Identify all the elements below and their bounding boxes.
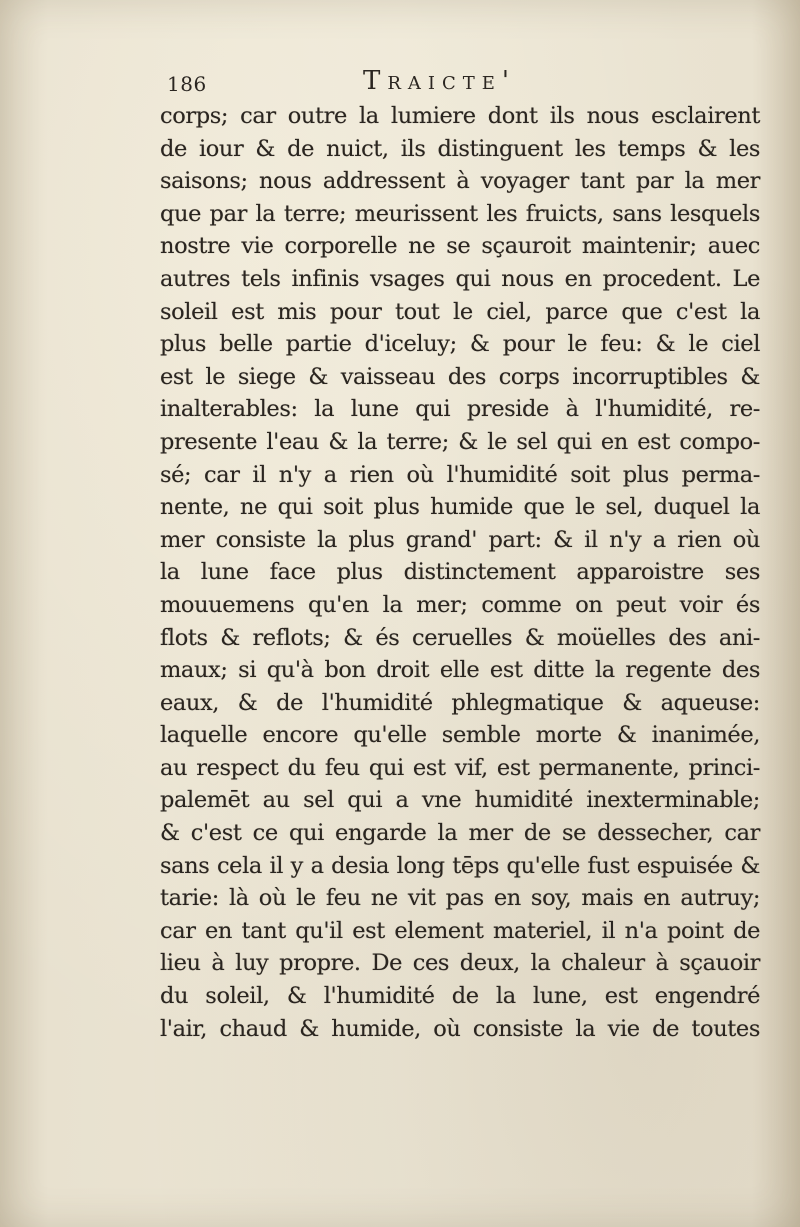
text-line: presente l'eau & la terre; & le sel qui en est compo- [160, 428, 760, 455]
text-line: est le siege & vaisseau des corps incorruptibles & [160, 363, 760, 390]
text-line: la lune face plus distinctement apparoistre ses [160, 559, 760, 586]
text-line: maux; si qu'à bon droit elle est ditte la regente des [160, 657, 760, 684]
text-line: sé; car il n'y a rien où l'humidité soit plus perma- [160, 461, 760, 488]
page-number: 186 [167, 72, 207, 96]
text-line: flots & reflots; & és ceruelles & moüelles des ani- [160, 624, 760, 651]
text-line: que par la terre; meurissent les fruicts, sans lesquels [160, 200, 760, 227]
text-line: de iour & de nuict, ils distinguent les temps & les [160, 135, 760, 162]
text-line: au respect du feu qui est vif, est permanente, princi- [160, 754, 760, 781]
body-text [160, 100, 760, 1045]
running-title: Traicte' [363, 66, 517, 96]
text-line: soleil est mis pour tout le ciel, parce que c'est la [160, 298, 760, 325]
page-header [165, 66, 755, 100]
text-line: autres tels infinis vsages qui nous en procedent. Le [160, 265, 760, 292]
text-line: lieu à luy propre. De ces deux, la chaleur à sçauoir [160, 950, 760, 977]
text-line: l'air, chaud & humide, où consiste la vie de toutes [160, 1015, 760, 1042]
text-line: inalterables: la lune qui preside à l'humidité, re- [160, 396, 760, 423]
text-line: mouuemens qu'en la mer; comme on peut voir és [160, 591, 760, 618]
text-line: tarie: là où le feu ne vit pas en soy, mais en autruy; [160, 885, 760, 912]
text-line: nente, ne qui soit plus humide que le sel, duquel la [160, 494, 760, 521]
text-line: sans cela il y a desia long tēps qu'elle fust espuisée & [160, 852, 760, 879]
text-line: corps; car outre la lumiere dont ils nous esclairent [160, 103, 760, 129]
text-line: laquelle encore qu'elle semble morte & inanimée, [160, 722, 760, 749]
text-line: car en tant qu'il est element materiel, il n'a point de [160, 917, 760, 944]
text-line: eaux, & de l'humidité phlegmatique & aqueuse: [160, 689, 760, 716]
text-line: plus belle partie d'iceluy; & pour le feu: & le ciel [160, 331, 760, 358]
text-line: du soleil, & l'humidité de la lune, est engendré [160, 983, 760, 1010]
text-line: palemēt au sel qui a vne humidité inexterminable; [160, 787, 760, 814]
text-line: & c'est ce qui engarde la mer de se dessecher, car [160, 820, 760, 847]
text-line: mer consiste la plus grand' part: & il n'y a rien où [160, 526, 760, 553]
text-line: saisons; nous addressent à voyager tant par la mer [160, 168, 760, 195]
text-line: nostre vie corporelle ne se sçauroit maintenir; auec [160, 233, 760, 260]
